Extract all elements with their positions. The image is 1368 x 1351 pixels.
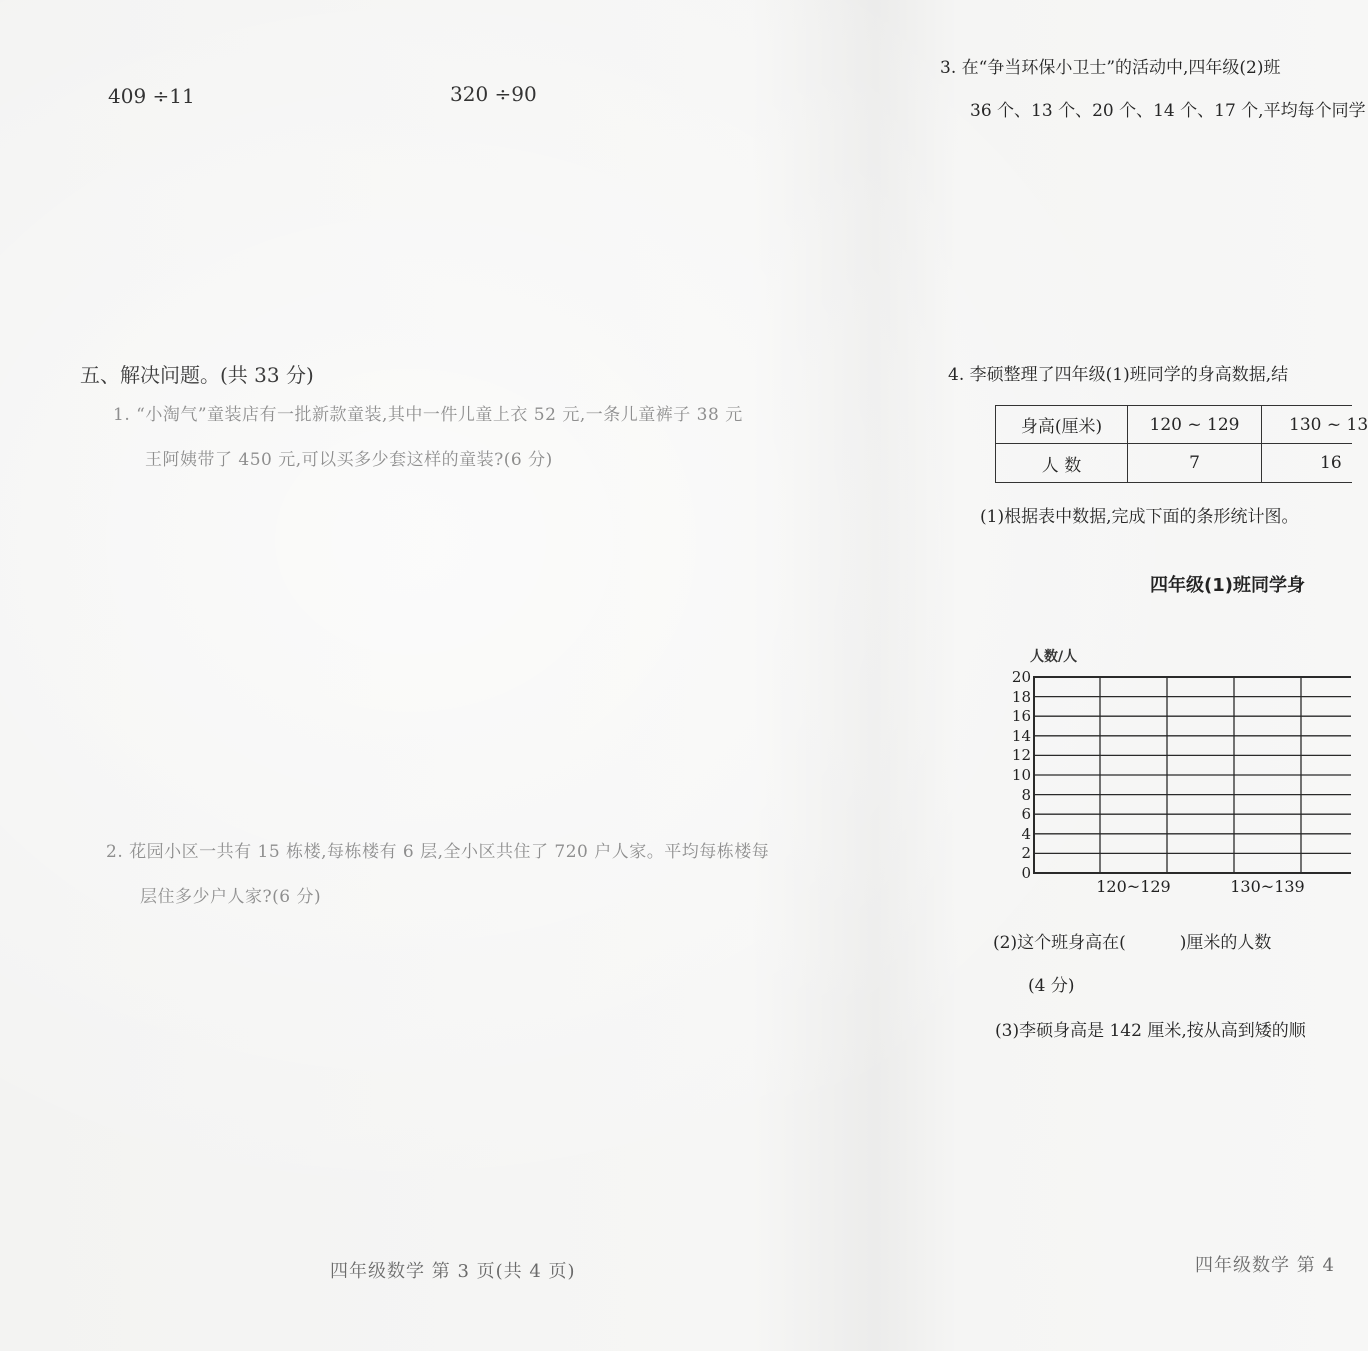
problem4-part3: (3)李硕身高是 142 厘米,按从高到矮的顺 (995, 1021, 1306, 1041)
chart-grid (1033, 673, 1351, 877)
table-header-range-120: 120 ~ 129 (1128, 406, 1262, 444)
chart-y-axis-label: 人数/人 (1030, 649, 1078, 665)
x-category-label-0: 120~129 (1096, 877, 1171, 896)
table-row-label: 人 数 (996, 444, 1128, 483)
problem1-line1: 1. “小淘气”童装店有一批新款童装,其中一件儿童上衣 52 元,一条儿童裤子 38 元 (113, 405, 743, 425)
problem2-line1: 2. 花园小区一共有 15 栋楼,每栋楼有 6 层,全小区共住了 720 户人家。平均每栋楼每 (106, 842, 770, 862)
y-tick-label-18: 18 (1011, 687, 1031, 706)
y-tick-label-0: 0 (1021, 864, 1031, 882)
problem1-line2: 王阿姨带了 450 元,可以买多少套这样的童装?(6 分) (145, 450, 553, 470)
y-tick-label-8: 8 (1021, 785, 1031, 804)
table-count-120: 7 (1128, 444, 1262, 483)
table-header-row (996, 406, 1352, 444)
problem4-part2-points: (4 分) (1028, 976, 1075, 996)
problem4-part1: (1)根据表中数据,完成下面的条形统计图。 (980, 507, 1299, 527)
y-tick-label-14: 14 (1011, 726, 1031, 745)
y-tick-label-6: 6 (1021, 805, 1031, 824)
chart-title: 四年级(1)班同学身 (1150, 575, 1305, 596)
y-tick-label-4: 4 (1021, 824, 1031, 843)
section-title: 五、解决问题。(共 33 分) (80, 363, 314, 387)
y-tick-label-12: 12 (1011, 746, 1031, 765)
table-header-height: 身高(厘米) (996, 406, 1128, 444)
problem2-line2: 层住多少户人家?(6 分) (140, 887, 322, 907)
problem4-intro: 4. 李硕整理了四年级(1)班同学的身高数据,结 (948, 365, 1289, 385)
y-tick-label-2: 2 (1021, 844, 1031, 863)
height-table (995, 405, 1368, 483)
y-tick-label-16: 16 (1011, 707, 1031, 726)
calculation-409-div-11: 409 ÷11 (108, 84, 195, 108)
x-category-label-1: 130~139 (1230, 877, 1305, 896)
table-count-130: 16 (1262, 444, 1352, 483)
footer-page-4: 四年级数学 第 4 (1195, 1255, 1335, 1276)
calculation-320-div-90: 320 ÷90 (450, 82, 537, 106)
y-tick-label-10: 10 (1011, 766, 1031, 784)
bar-chart (1000, 640, 1351, 905)
height-table-container (995, 405, 1368, 485)
footer-page-3: 四年级数学 第 3 页(共 4 页) (330, 1261, 576, 1282)
problem4-part2: (2)这个班身高在( )厘米的人数 (993, 933, 1272, 953)
table-row (996, 444, 1352, 483)
table-header-range-130: 130 ~ 13 (1262, 406, 1352, 444)
problem3-line1: 3. 在“争当环保小卫士”的活动中,四年级(2)班 (940, 58, 1281, 78)
y-tick-label-20: 20 (1011, 668, 1031, 686)
problem3-line2: 36 个、13 个、20 个、14 个、17 个,平均每个同学 (970, 101, 1366, 121)
